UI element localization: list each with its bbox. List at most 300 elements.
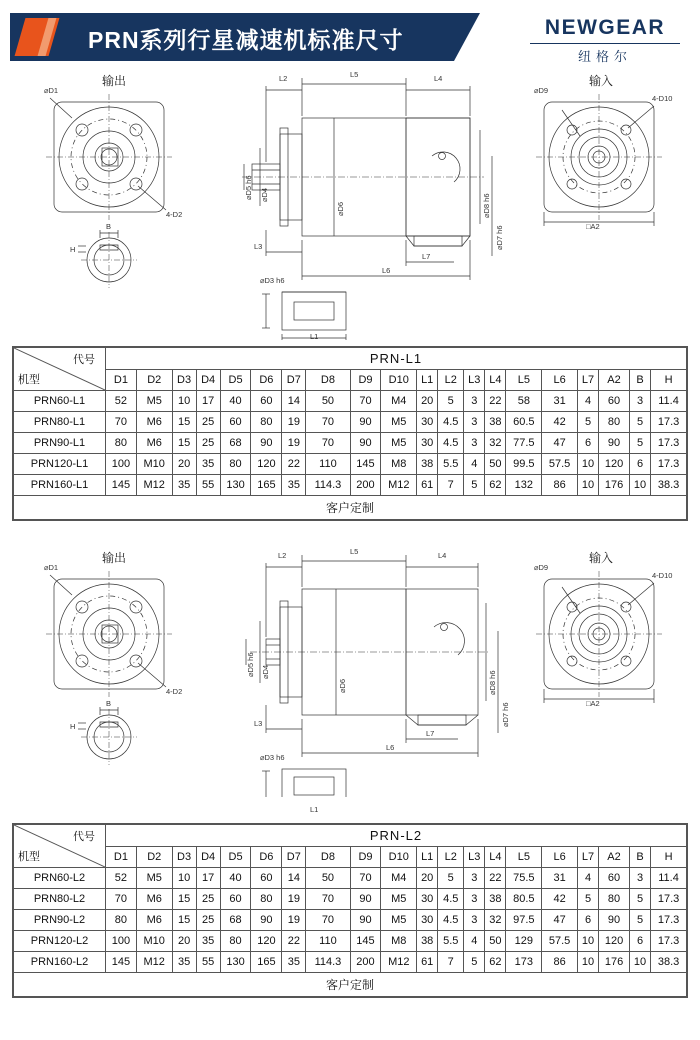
col-l3: L3 bbox=[464, 370, 485, 391]
dim-d6-1: ⌀D6 bbox=[336, 201, 345, 216]
dimension-table-l2 bbox=[12, 823, 688, 998]
cell: M8 bbox=[381, 454, 417, 475]
corner-label-code: 代号 bbox=[73, 354, 95, 366]
dim-d9-1: ⌀D9 bbox=[534, 86, 549, 95]
cell: 120 bbox=[599, 454, 630, 475]
cell: 70 bbox=[106, 412, 137, 433]
output-view-label-2: 输出 bbox=[102, 551, 127, 565]
cell: 90 bbox=[599, 910, 630, 931]
cell: 90 bbox=[599, 433, 630, 454]
cell: 130 bbox=[220, 475, 251, 496]
cell: 57.5 bbox=[542, 931, 578, 952]
cell: 15 bbox=[172, 910, 196, 931]
cell: 15 bbox=[172, 412, 196, 433]
table-footer-row bbox=[14, 496, 687, 520]
cell: 3 bbox=[464, 868, 485, 889]
cell: M6 bbox=[136, 910, 172, 931]
dim-d6-2: ⌀D6 bbox=[338, 678, 347, 693]
cell: 6 bbox=[629, 931, 650, 952]
col-d9: D9 bbox=[350, 370, 381, 391]
cell: 17.3 bbox=[651, 931, 687, 952]
col-l5: L5 bbox=[506, 847, 542, 868]
col-d4: D4 bbox=[196, 847, 220, 868]
col-l6: L6 bbox=[542, 847, 578, 868]
cell: 100 bbox=[106, 931, 137, 952]
dim-l2-2: L2 bbox=[278, 551, 287, 560]
cell: 10 bbox=[629, 952, 650, 973]
cell: 6 bbox=[577, 433, 598, 454]
cell: 173 bbox=[506, 952, 542, 973]
cell: 4 bbox=[577, 391, 598, 412]
cell: 90 bbox=[350, 910, 381, 931]
cell: 5 bbox=[629, 433, 650, 454]
cell: 60 bbox=[251, 391, 282, 412]
dim-d1-2: ⌀D1 bbox=[44, 563, 59, 572]
cell: 5 bbox=[438, 868, 464, 889]
col-l2: L2 bbox=[438, 847, 464, 868]
cell: 7 bbox=[438, 475, 464, 496]
cell: 20 bbox=[172, 454, 196, 475]
col-d8: D8 bbox=[306, 847, 350, 868]
dim-h-2: H bbox=[70, 722, 76, 731]
cell: M5 bbox=[381, 889, 417, 910]
table-column-header-row bbox=[14, 370, 687, 391]
cell: 165 bbox=[251, 475, 282, 496]
cell: M5 bbox=[136, 868, 172, 889]
cell: 176 bbox=[599, 475, 630, 496]
col-d8: D8 bbox=[306, 370, 350, 391]
cell: 99.5 bbox=[506, 454, 542, 475]
cell: 60 bbox=[599, 868, 630, 889]
cell: 60 bbox=[220, 412, 251, 433]
cell: 17.3 bbox=[651, 454, 687, 475]
cell: 17.3 bbox=[651, 910, 687, 931]
cell: 90 bbox=[350, 412, 381, 433]
cell: 7 bbox=[438, 952, 464, 973]
dim-l7-2: L7 bbox=[426, 729, 435, 738]
dim-4d10-1: 4-D10 bbox=[652, 94, 673, 103]
cell: 35 bbox=[282, 952, 306, 973]
col-d5: D5 bbox=[220, 847, 251, 868]
cell: 86 bbox=[542, 475, 578, 496]
col-d6: D6 bbox=[251, 847, 282, 868]
col-h: H bbox=[651, 370, 687, 391]
cell: M8 bbox=[381, 931, 417, 952]
cell: 90 bbox=[350, 889, 381, 910]
table-prn-l1 bbox=[13, 347, 687, 520]
cell: 3 bbox=[464, 433, 485, 454]
col-d2: D2 bbox=[136, 370, 172, 391]
cell: 10 bbox=[577, 931, 598, 952]
row-model: PRN120-L1 bbox=[14, 454, 106, 475]
cell: 60 bbox=[251, 868, 282, 889]
cell: 11.4 bbox=[651, 868, 687, 889]
dim-b-2: B bbox=[106, 699, 112, 708]
cell: 61 bbox=[417, 475, 438, 496]
cell: 10 bbox=[172, 391, 196, 412]
dim-d1-1: ⌀D1 bbox=[44, 86, 59, 95]
cell: 6 bbox=[629, 454, 650, 475]
dim-d3-2: ⌀D3 h6 bbox=[260, 753, 285, 762]
cell: 15 bbox=[172, 889, 196, 910]
dim-a2-2: □A2 bbox=[586, 699, 600, 708]
table-row bbox=[14, 952, 687, 973]
table-row bbox=[14, 475, 687, 496]
col-d9: D9 bbox=[350, 847, 381, 868]
cell: 38 bbox=[417, 454, 438, 475]
cell: 57.5 bbox=[542, 454, 578, 475]
cell: M5 bbox=[381, 412, 417, 433]
corner-label-model: 机型 bbox=[18, 851, 40, 863]
cell: 32 bbox=[485, 433, 506, 454]
cell: 17 bbox=[196, 868, 220, 889]
cell: 80 bbox=[251, 889, 282, 910]
cell: 100 bbox=[106, 454, 137, 475]
cell: 17 bbox=[196, 391, 220, 412]
row-model: PRN60-L2 bbox=[14, 868, 106, 889]
cell: 120 bbox=[599, 931, 630, 952]
page-title: PRN系列行星减速机标准尺寸 bbox=[88, 27, 404, 53]
cell: 120 bbox=[251, 454, 282, 475]
cell: 5.5 bbox=[438, 931, 464, 952]
cell: 70 bbox=[350, 391, 381, 412]
cell: 70 bbox=[106, 889, 137, 910]
table-row bbox=[14, 910, 687, 931]
col-d1: D1 bbox=[106, 370, 137, 391]
drawing-prn-l2 bbox=[14, 547, 686, 817]
cell: 42 bbox=[542, 412, 578, 433]
table-group-title-l1: PRN-L1 bbox=[106, 348, 687, 370]
cell: 3 bbox=[629, 868, 650, 889]
cell: 70 bbox=[306, 433, 350, 454]
cell: 90 bbox=[251, 433, 282, 454]
col-d5: D5 bbox=[220, 370, 251, 391]
cell: 80.5 bbox=[506, 889, 542, 910]
cell: M10 bbox=[136, 454, 172, 475]
dim-d4-2: ⌀D4 bbox=[261, 664, 270, 679]
row-model: PRN80-L1 bbox=[14, 412, 106, 433]
cell: 20 bbox=[172, 931, 196, 952]
col-d10: D10 bbox=[381, 847, 417, 868]
cell: 5 bbox=[629, 910, 650, 931]
cell: 22 bbox=[282, 454, 306, 475]
cell: 5 bbox=[464, 475, 485, 496]
dim-l1-2: L1 bbox=[310, 805, 319, 814]
cell: 11.4 bbox=[651, 391, 687, 412]
cell: 129 bbox=[506, 931, 542, 952]
cell: 80 bbox=[599, 412, 630, 433]
cell: 4.5 bbox=[438, 889, 464, 910]
cell: 35 bbox=[196, 931, 220, 952]
cell: 176 bbox=[599, 952, 630, 973]
brand-divider bbox=[530, 43, 680, 44]
cell: 6 bbox=[577, 910, 598, 931]
dim-l4-2: L4 bbox=[438, 551, 447, 560]
cell: 60 bbox=[599, 391, 630, 412]
col-l4: L4 bbox=[485, 370, 506, 391]
cell: 19 bbox=[282, 910, 306, 931]
dim-l4-1: L4 bbox=[434, 74, 443, 83]
cell: 132 bbox=[506, 475, 542, 496]
cell: 145 bbox=[106, 952, 137, 973]
cell: 10 bbox=[172, 868, 196, 889]
cell: M5 bbox=[381, 910, 417, 931]
cell: 114.3 bbox=[306, 952, 350, 973]
dim-l6-2: L6 bbox=[386, 743, 395, 752]
cell: 120 bbox=[251, 931, 282, 952]
cell: 80 bbox=[220, 454, 251, 475]
drawing-prn-l1 bbox=[14, 70, 686, 340]
cell: 68 bbox=[220, 910, 251, 931]
col-l7: L7 bbox=[577, 370, 598, 391]
table-group-title-l2: PRN-L2 bbox=[106, 825, 687, 847]
dim-d8-1: ⌀D8 h6 bbox=[482, 193, 491, 218]
cell: 110 bbox=[306, 931, 350, 952]
table-prn-l2 bbox=[13, 824, 687, 997]
dim-d8-2: ⌀D8 h6 bbox=[488, 670, 497, 695]
cell: 5 bbox=[438, 391, 464, 412]
table-row bbox=[14, 868, 687, 889]
row-model: PRN90-L2 bbox=[14, 910, 106, 931]
dim-l2-1: L2 bbox=[279, 74, 288, 83]
cell: 14 bbox=[282, 868, 306, 889]
cell: 4 bbox=[577, 868, 598, 889]
col-l7: L7 bbox=[577, 847, 598, 868]
col-d4: D4 bbox=[196, 370, 220, 391]
cell: 90 bbox=[350, 433, 381, 454]
cell: 75.5 bbox=[506, 868, 542, 889]
dim-d4-1: ⌀D4 bbox=[260, 187, 269, 202]
cell: M4 bbox=[381, 391, 417, 412]
dim-l3-1: L3 bbox=[254, 242, 263, 251]
dim-l1-1: L1 bbox=[310, 332, 319, 341]
table-row bbox=[14, 889, 687, 910]
cell: 4.5 bbox=[438, 412, 464, 433]
cell: 30 bbox=[417, 412, 438, 433]
col-l3: L3 bbox=[464, 847, 485, 868]
input-view-label-2: 输入 bbox=[589, 551, 614, 565]
cell: 3 bbox=[464, 391, 485, 412]
section-spacer bbox=[0, 521, 700, 547]
cell: 47 bbox=[542, 433, 578, 454]
col-l6: L6 bbox=[542, 370, 578, 391]
cell: 20 bbox=[417, 391, 438, 412]
cell: 35 bbox=[282, 475, 306, 496]
cell: 38 bbox=[417, 931, 438, 952]
col-d10: D10 bbox=[381, 370, 417, 391]
table-row bbox=[14, 454, 687, 475]
cell: 17.3 bbox=[651, 889, 687, 910]
cell: 80 bbox=[251, 412, 282, 433]
cell: M5 bbox=[136, 391, 172, 412]
cell: 19 bbox=[282, 433, 306, 454]
cell: 114.3 bbox=[306, 475, 350, 496]
cell: 17.3 bbox=[651, 412, 687, 433]
brand-subtitle: 纽格尔 bbox=[577, 49, 632, 64]
cell: 14 bbox=[282, 391, 306, 412]
dim-d7-1: ⌀D7 h6 bbox=[495, 225, 504, 250]
cell: 32 bbox=[485, 910, 506, 931]
cell: 40 bbox=[220, 868, 251, 889]
cell: 70 bbox=[306, 889, 350, 910]
cell: 31 bbox=[542, 391, 578, 412]
col-d2: D2 bbox=[136, 847, 172, 868]
brand-logo bbox=[520, 16, 690, 65]
brand-name: NEWGEAR bbox=[544, 16, 666, 39]
cell: 145 bbox=[350, 931, 381, 952]
table-row bbox=[14, 433, 687, 454]
cell: 77.5 bbox=[506, 433, 542, 454]
row-model: PRN160-L2 bbox=[14, 952, 106, 973]
cell: 200 bbox=[350, 952, 381, 973]
cell: 40 bbox=[220, 391, 251, 412]
cell: 5 bbox=[629, 412, 650, 433]
cell: 110 bbox=[306, 454, 350, 475]
cell: 62 bbox=[485, 952, 506, 973]
cell: 3 bbox=[464, 889, 485, 910]
table-footer-note: 客户定制 bbox=[14, 496, 687, 520]
cell: 5 bbox=[464, 952, 485, 973]
row-model: PRN120-L2 bbox=[14, 931, 106, 952]
col-l1: L1 bbox=[417, 370, 438, 391]
cell: M4 bbox=[381, 868, 417, 889]
cell: 25 bbox=[196, 433, 220, 454]
col-b: B bbox=[629, 370, 650, 391]
cell: M12 bbox=[136, 475, 172, 496]
cell: 55 bbox=[196, 475, 220, 496]
col-l4: L4 bbox=[485, 847, 506, 868]
row-model: PRN90-L1 bbox=[14, 433, 106, 454]
cell: 42 bbox=[542, 889, 578, 910]
col-d1: D1 bbox=[106, 847, 137, 868]
cell: 90 bbox=[251, 910, 282, 931]
cell: 70 bbox=[350, 868, 381, 889]
cell: 38.3 bbox=[651, 952, 687, 973]
cell: 145 bbox=[106, 475, 137, 496]
table-header-row bbox=[14, 348, 687, 370]
cell: 55 bbox=[196, 952, 220, 973]
cell: 4 bbox=[464, 454, 485, 475]
dim-d3-1: ⌀D3 h6 bbox=[260, 276, 285, 285]
cell: 52 bbox=[106, 868, 137, 889]
cell: 10 bbox=[629, 475, 650, 496]
cell: 20 bbox=[417, 868, 438, 889]
cell: M5 bbox=[381, 433, 417, 454]
table-corner-cell bbox=[14, 825, 106, 868]
cell: 145 bbox=[350, 454, 381, 475]
cell: 58 bbox=[506, 391, 542, 412]
cell: 97.5 bbox=[506, 910, 542, 931]
cell: 30 bbox=[417, 433, 438, 454]
dim-b-1: B bbox=[106, 222, 112, 231]
col-d6: D6 bbox=[251, 370, 282, 391]
cell: 10 bbox=[577, 454, 598, 475]
dim-h-1: H bbox=[70, 245, 76, 254]
page-header bbox=[10, 8, 690, 70]
cell: M12 bbox=[136, 952, 172, 973]
cell: 200 bbox=[350, 475, 381, 496]
cell: 70 bbox=[306, 412, 350, 433]
cell: 38 bbox=[485, 889, 506, 910]
col-l2: L2 bbox=[438, 370, 464, 391]
cell: 86 bbox=[542, 952, 578, 973]
cell: 165 bbox=[251, 952, 282, 973]
cell: 80 bbox=[220, 931, 251, 952]
dim-a2-1: □A2 bbox=[586, 222, 600, 231]
cell: 50 bbox=[485, 931, 506, 952]
dim-l5-1: L5 bbox=[350, 70, 359, 79]
dim-l3-2: L3 bbox=[254, 719, 263, 728]
cell: M12 bbox=[381, 475, 417, 496]
cell: M12 bbox=[381, 952, 417, 973]
cell: 4.5 bbox=[438, 910, 464, 931]
dim-d9-2: ⌀D9 bbox=[534, 563, 549, 572]
col-d3: D3 bbox=[172, 370, 196, 391]
dim-d5-2: ⌀D5 h6 bbox=[246, 652, 255, 677]
cell: 80 bbox=[599, 889, 630, 910]
col-d7: D7 bbox=[282, 370, 306, 391]
cell: 25 bbox=[196, 910, 220, 931]
table-column-header-row bbox=[14, 847, 687, 868]
cell: 3 bbox=[629, 391, 650, 412]
col-b: B bbox=[629, 847, 650, 868]
cell: 5 bbox=[577, 412, 598, 433]
cell: 30 bbox=[417, 889, 438, 910]
table-row bbox=[14, 412, 687, 433]
technical-drawing-2 bbox=[14, 547, 686, 797]
cell: 60.5 bbox=[506, 412, 542, 433]
corner-label-code: 代号 bbox=[73, 831, 95, 843]
table-footer-note: 客户定制 bbox=[14, 973, 687, 997]
cell: 5 bbox=[577, 889, 598, 910]
cell: 10 bbox=[577, 475, 598, 496]
cell: 19 bbox=[282, 412, 306, 433]
corner-label-model: 机型 bbox=[18, 374, 40, 386]
table-row bbox=[14, 391, 687, 412]
output-view-label-1: 输出 bbox=[102, 74, 127, 88]
col-d7: D7 bbox=[282, 847, 306, 868]
row-model: PRN80-L2 bbox=[14, 889, 106, 910]
dim-4d2-2: 4-D2 bbox=[166, 687, 183, 696]
cell: 68 bbox=[220, 433, 251, 454]
cell: 62 bbox=[485, 475, 506, 496]
cell: 3 bbox=[464, 412, 485, 433]
row-model: PRN60-L1 bbox=[14, 391, 106, 412]
table-footer-row bbox=[14, 973, 687, 997]
cell: 38.3 bbox=[651, 475, 687, 496]
dim-l7-1: L7 bbox=[422, 252, 431, 261]
dim-d5-1: ⌀D5 h6 bbox=[244, 175, 253, 200]
input-view-label-1: 输入 bbox=[589, 74, 614, 88]
cell: 61 bbox=[417, 952, 438, 973]
cell: M6 bbox=[136, 412, 172, 433]
cell: 35 bbox=[172, 475, 196, 496]
cell: 3 bbox=[464, 910, 485, 931]
cell: 52 bbox=[106, 391, 137, 412]
table-row bbox=[14, 931, 687, 952]
dim-l6-1: L6 bbox=[382, 266, 391, 275]
table-header-row bbox=[14, 825, 687, 847]
dim-d7-2: ⌀D7 h6 bbox=[501, 702, 510, 727]
cell: 30 bbox=[417, 910, 438, 931]
cell: 50 bbox=[306, 868, 350, 889]
cell: 17.3 bbox=[651, 433, 687, 454]
cell: 47 bbox=[542, 910, 578, 931]
col-a2: A2 bbox=[599, 370, 630, 391]
cell: 10 bbox=[577, 952, 598, 973]
col-l1: L1 bbox=[417, 847, 438, 868]
table-corner-cell bbox=[14, 348, 106, 391]
